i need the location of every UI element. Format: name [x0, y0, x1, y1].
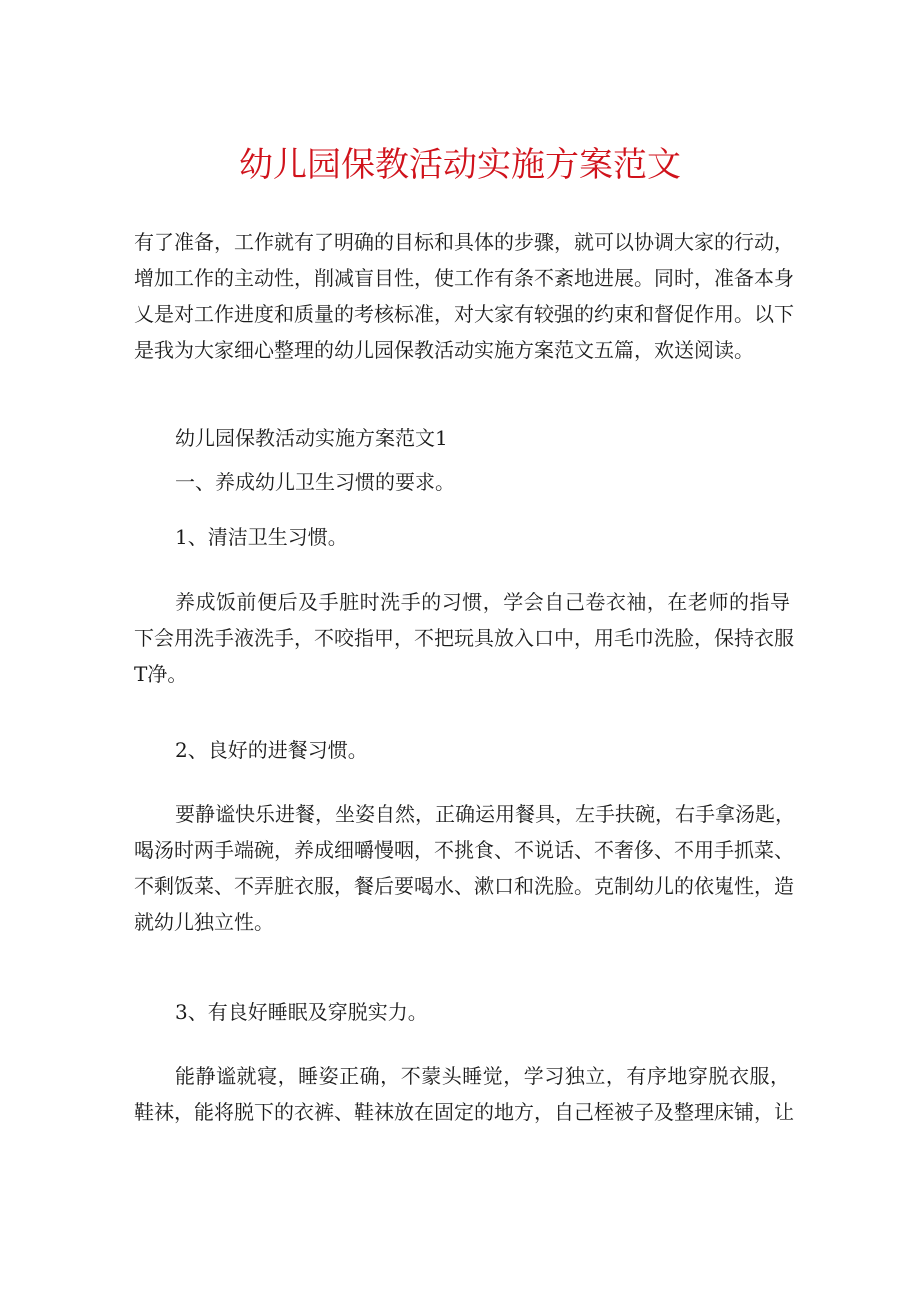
document-title: 幼儿园保教活动实施方案范文 — [239, 145, 681, 185]
intro-line: 增加工作的主动性，削减盲目性，使工作有条不紊地进展。同时，准备本身 — [134, 266, 794, 290]
item-1-paragraph — [134, 584, 794, 692]
item-3-line: 鞋袜，能将脱下的衣裤、鞋袜放在固定的地方，自己桎被子及整理床铺，让 — [134, 1100, 794, 1124]
item-3-paragraph — [134, 1058, 794, 1130]
intro-line: 有了准备，工作就有了明确的目标和具体的步骤，就可以协调大家的行动， — [134, 230, 794, 254]
item-2-line: 不剩饭菜、不弄脏衣服，餐后要喝水、漱口和洗脸。克制幼儿的依嵬性，造 — [134, 874, 794, 898]
section-heading: 一、养成幼儿卫生习惯的要求。 — [175, 470, 455, 494]
item-2-line: 要静谧快乐进餐，坐姿自然，正确运用餐具，左手扶碗，右手拿汤匙， — [175, 802, 795, 826]
item-1-line: T净。 — [134, 662, 188, 686]
item-3-line: 能静谧就寝，睡姿正确，不蒙头睡觉，学习独立，有序地穿脱衣服， — [175, 1064, 790, 1088]
item-1-line: 养成饭前便后及手脏时洗手的习惯，学会自己卷衣袖，在老师的指导 — [175, 590, 790, 614]
item-2-line: 喝汤时两手端碗，养成细嚼慢咽，不挑食、不说话、不奢侈、不用手抓菜、 — [134, 838, 794, 862]
item-2-heading: 2、良好的进餐习惯。 — [175, 738, 368, 762]
intro-line: 乂是对工作进度和质量的考核标准，对大家有较强的约束和督促作用。以下 — [134, 302, 794, 326]
item-3-heading: 3、有良好睡眠及穿脱实力。 — [175, 1000, 428, 1024]
item-2-paragraph — [134, 796, 795, 940]
item-1-line: 下会用洗手液洗手，不咬指甲，不把玩具放入口中，用毛巾洗脸，保持衣服 — [134, 626, 794, 650]
intro-paragraph — [134, 224, 794, 368]
intro-line: 是我为大家细心整理的幼儿园保教活动实施方案范文五篇，欢送阅读。 — [134, 338, 754, 362]
item-2-line: 就幼儿独立性。 — [134, 910, 274, 934]
item-1-heading: 1、清洁卫生习惯。 — [175, 525, 348, 549]
article-subtitle: 幼儿园保教活动实施方案范文1 — [175, 426, 448, 450]
